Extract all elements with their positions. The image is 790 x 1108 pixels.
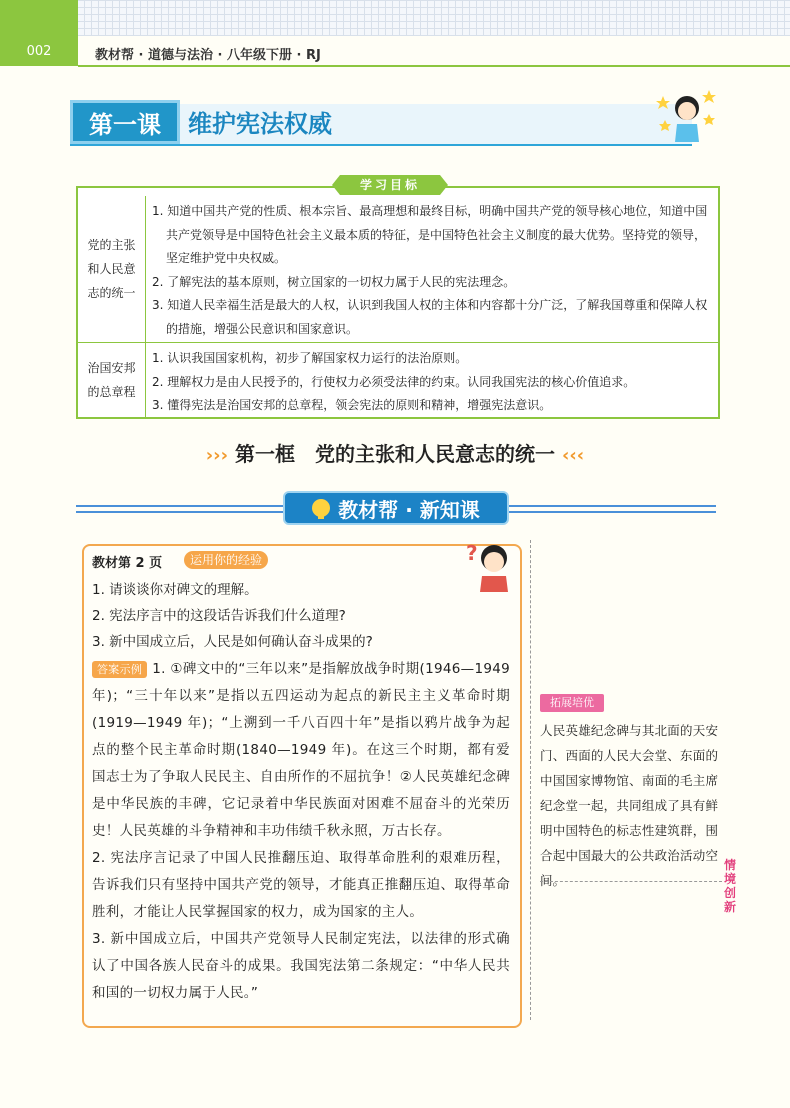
answer-badge: 答案示例: [92, 661, 147, 678]
banner-label: 教材帮 · 新知课: [338, 497, 480, 522]
side-tag: 拓展培优: [540, 694, 604, 712]
lightbulb-icon: [312, 499, 330, 517]
objectives-row-items: [146, 343, 718, 417]
objective-item: 3. 懂得宪法是治国安邦的总章程，领会宪法的原则和精神，增强宪法意识。: [152, 398, 552, 412]
answer-paragraph: [92, 656, 510, 845]
banner: [283, 491, 509, 525]
arrows-right-icon: ‹‹‹: [561, 445, 585, 466]
side-underline: [540, 880, 722, 882]
girl-illustration: [655, 86, 717, 146]
objectives-row: [78, 188, 718, 342]
answer-paragraph: 2. 宪法序言记录了中国人民推翻压迫、取得革命胜利的艰难历程，告诉我们只有坚持中国共产党的领导，才能真正推翻压迫、取得革命胜利，才能让人民掌握国家的权力，成为国家的主人。: [92, 850, 510, 920]
objective-item: 3. 知道人民幸福生活是最大的人权，认识到我国人权的主体和内容都十分广泛，了解我国尊重和保障人权的措施，增强公民意识和国家意识。: [152, 298, 708, 336]
question: 1. 请谈谈你对碑文的理解。: [92, 582, 258, 598]
objective-item: 2. 了解宪法的基本原则，树立国家的一切权力属于人民的宪法理念。: [152, 274, 516, 289]
section-title: 第一框 党的主张和人民意志的统一: [235, 442, 555, 466]
question: 2. 宪法序言中的这段话告诉我们什么道理?: [92, 608, 346, 624]
thinking-girl-illustration: [462, 538, 514, 594]
page-number: 002: [26, 44, 52, 59]
book-title: 教材帮 · 道德与法治 · 八年级下册 · RJ: [95, 48, 321, 63]
card-tag: 运用你的经验: [184, 551, 268, 569]
section-heading: [0, 438, 790, 467]
objective-item: 1. 知道中国共产党的性质、根本宗旨、最高理想和最终目标，明确中国共产党的领导核心地位，知道中国共产党领导是中国特色社会主义最本质的特征，是中国特色社会主义制度的最大优势。坚持党的领导，坚定维护党中央权威。: [152, 204, 708, 265]
answer-paragraph: 3. 新中国成立后，中国共产党领导人民制定宪法，以法律的形式确认了中国各族人民奋斗的成果。我国宪法第二条规定：“中华人民共和国的一切权力属于人民。”: [92, 931, 510, 1001]
objectives-row-head: 治国安邦的总章程: [78, 343, 146, 417]
side-text: 人民英雄纪念碑与其北面的天安门、西面的人民大会堂、东面的中国国家博物馆、南面的毛主席纪念堂一起，共同组成了具有鲜明中国特色的标志性建筑群，围合起中国最大的公共政治活动空间。: [540, 723, 718, 888]
card-source: 教材第 2 页: [92, 556, 163, 571]
lesson-title: 维护宪法权威: [188, 110, 332, 138]
question: 3. 新中国成立后，人民是如何确认奋斗成果的?: [92, 634, 373, 650]
lesson-label: 第一课: [70, 100, 180, 144]
svg-text:?: ?: [466, 541, 478, 565]
header-rule: [78, 65, 790, 67]
answer-text: 1. ①碑文中的“三年以来”是指解放战争时期(1946—1949 年)；“三十年以来”是指以五四运动为起点的新民主主义革命时期(1919—1949 年)；“上溯到一千八百四十年”是指以鸦片战争为起点的整个民主革命时期(1840—1949 年)。在这三个时期，都有爱国志士为了争取人民民主、自由所作的不屈抗争！②人民英雄纪念碑是中华民族的丰碑，它记录着中华民族面对困难不屈奋斗的光荣历史！人民英雄的斗争精神和丰功伟绩千秋永照，万古长存。: [92, 661, 510, 839]
side-note: 情境创新: [724, 858, 737, 914]
objective-item: 1. 认识我国国家机构，初步了解国家权力运行的法治原则。: [152, 351, 468, 365]
arrows-left-icon: ›››: [205, 445, 229, 466]
objective-item: 2. 理解权力是由人民授予的，行使权力必须受法律的约束。认同我国宪法的核心价值追求。: [152, 374, 636, 389]
side-divider: [530, 540, 532, 1020]
objectives-table: [76, 186, 720, 419]
objectives-badge: 学习目标: [340, 175, 440, 195]
answer-block: [92, 656, 510, 1007]
objectives-row: [78, 342, 718, 417]
objectives-row-items: [146, 196, 718, 342]
header-grid: [0, 0, 790, 36]
objectives-row-head: 党的主张和人民意志的统一: [78, 196, 146, 342]
